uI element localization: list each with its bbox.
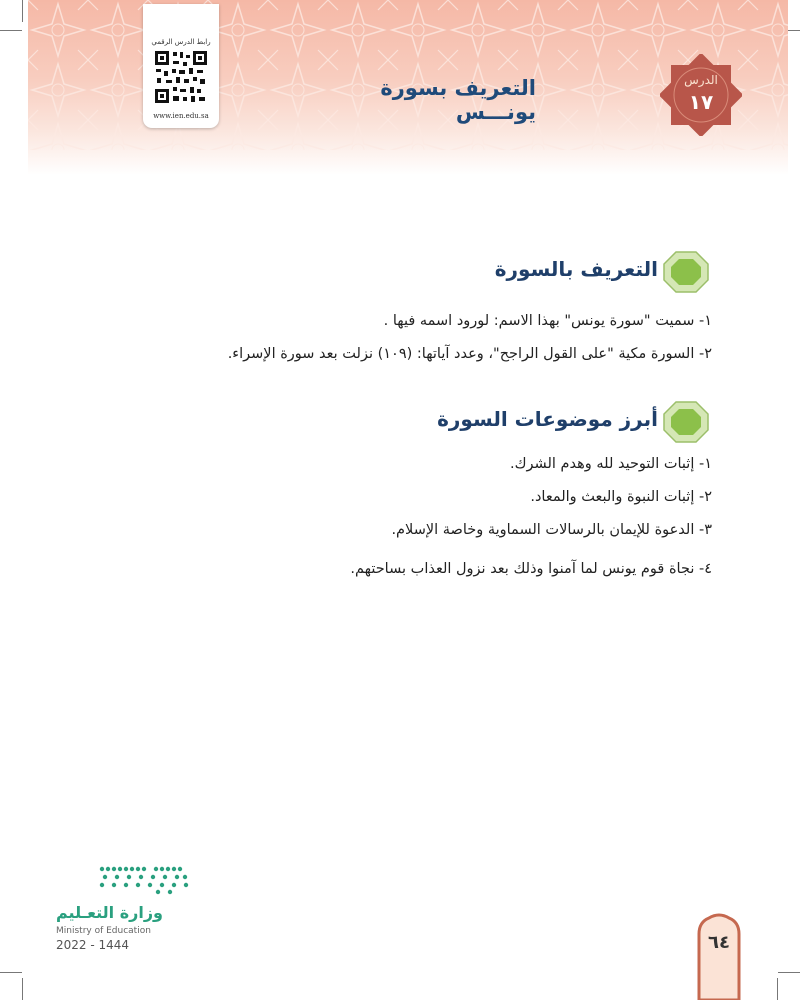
lesson-number: ١٧ xyxy=(688,90,714,114)
section-heading xyxy=(437,400,710,444)
crop-mark xyxy=(778,972,800,973)
crop-mark xyxy=(22,0,23,22)
section-title: أبرز موضوعات السورة xyxy=(437,407,658,431)
page-number: ٦٤ xyxy=(708,932,730,953)
section-heading xyxy=(480,250,710,294)
section-title: التعريف بالسورة xyxy=(494,257,658,281)
lesson-title: التعريف بسورة يونـــس xyxy=(380,76,536,124)
ministry-name-ar: وزارة التعـليم xyxy=(56,903,163,922)
lesson-label: الدرس xyxy=(684,73,718,87)
list-item: ٢- إثبات النبوة والبعث والمعاد. xyxy=(530,489,712,505)
octagon-gem-icon xyxy=(662,400,710,444)
page-tab-shape xyxy=(697,912,741,1000)
crop-mark xyxy=(0,30,22,31)
ministry-name-en: Ministry of Education xyxy=(56,926,151,936)
octagon-gem-icon xyxy=(662,250,710,294)
list-item: ٣- الدعوة للإيمان بالرسالات السماوية وخاصة الإسلام. xyxy=(391,522,712,538)
lesson-badge xyxy=(660,54,742,136)
crop-mark xyxy=(0,972,22,973)
list-item: ١- سميت "سورة يونس" بهذا الاسم: لورود اسمه فيها . xyxy=(383,313,712,329)
qr-code-icon[interactable] xyxy=(153,49,209,105)
list-item: ٢- السورة مكية "على القول الراجح"، وعدد آياتها: (١٠٩) نزلت بعد سورة الإسراء. xyxy=(227,346,712,362)
qr-url[interactable]: www.ien.edu.sa xyxy=(153,112,209,120)
page-number-tab xyxy=(697,912,741,1000)
ministry-logo xyxy=(56,863,196,973)
qr-card[interactable] xyxy=(143,4,219,128)
list-item: ٤- نجاة قوم يونس لما آمنوا وذلك بعد نزول العذاب بساحتهم. xyxy=(350,561,712,577)
crop-mark xyxy=(22,978,23,1000)
qr-caption: رابط الدرس الرقمي xyxy=(151,38,211,46)
crop-mark xyxy=(777,978,778,1000)
list-item: ١- إثبات التوحيد لله وهدم الشرك. xyxy=(509,456,712,472)
ministry-dots-icon xyxy=(98,863,190,895)
academic-year: 2022 - 1444 xyxy=(56,938,130,952)
